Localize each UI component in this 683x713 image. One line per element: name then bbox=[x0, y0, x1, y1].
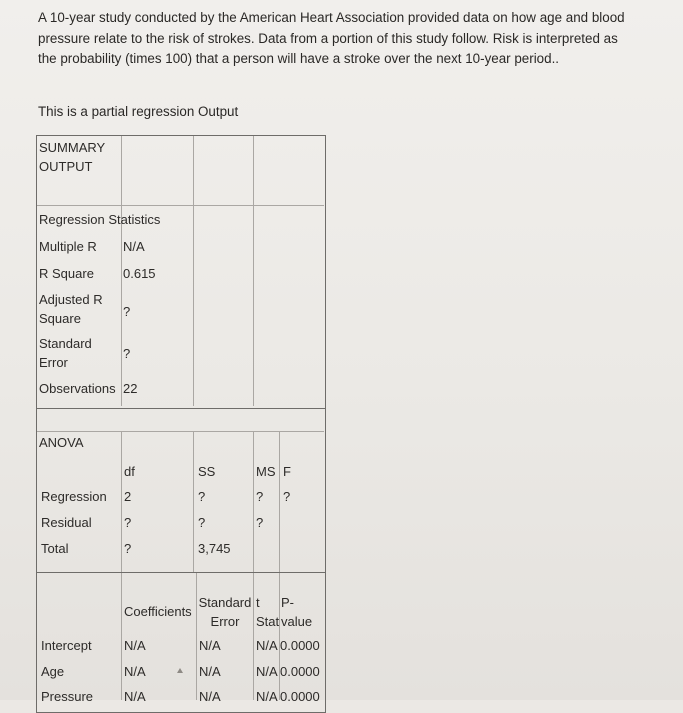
stat-value-multiple-r: N/A bbox=[123, 239, 145, 254]
anova-cell: 2 bbox=[124, 489, 132, 504]
subtitle: This is a partial regression Output bbox=[38, 104, 239, 119]
anova-cell: ? bbox=[256, 489, 264, 504]
stat-value-adjusted-r-square: ? bbox=[123, 304, 131, 319]
anova-cell: 3,745 bbox=[198, 541, 231, 556]
coef-cell: N/A bbox=[256, 638, 278, 653]
coef-header-coefficients: Coefficients bbox=[124, 604, 192, 619]
coef-row-label: Age bbox=[41, 664, 65, 679]
stat-label-adjusted-r-square: Adjusted R Square bbox=[39, 292, 103, 326]
stat-value-observations: 22 bbox=[123, 381, 138, 396]
coef-header-p-value: P-value bbox=[281, 595, 313, 629]
coef-cell: N/A bbox=[199, 689, 221, 704]
coef-row-label: Intercept bbox=[41, 638, 92, 653]
coef-cell: 0.0000 bbox=[280, 689, 320, 704]
coef-cell: 0.0000 bbox=[280, 638, 320, 653]
stat-value-standard-error: ? bbox=[123, 346, 131, 361]
anova-row-label: Total bbox=[41, 541, 69, 556]
anova-header-ss: SS bbox=[198, 464, 216, 479]
stat-value-r-square: 0.615 bbox=[123, 266, 156, 281]
anova-cell: ? bbox=[124, 541, 132, 556]
cursor-marker bbox=[177, 668, 183, 673]
anova-header-ms: MS bbox=[256, 464, 276, 479]
anova-cell: ? bbox=[198, 515, 206, 530]
coef-header-standard-error: Standard Error bbox=[198, 595, 252, 629]
coef-cell: N/A bbox=[199, 638, 221, 653]
coef-cell: N/A bbox=[256, 664, 278, 679]
anova-header-f: F bbox=[283, 464, 291, 479]
coef-cell: 0.0000 bbox=[280, 664, 320, 679]
anova-row-label: Residual bbox=[41, 515, 92, 530]
coef-cell: N/A bbox=[256, 689, 278, 704]
problem-statement bbox=[38, 8, 628, 70]
coef-cell: N/A bbox=[124, 689, 146, 704]
coef-row-label: Pressure bbox=[41, 689, 94, 704]
summary-output-heading: SUMMARY OUTPUT bbox=[39, 140, 105, 174]
anova-header-df: df bbox=[124, 464, 135, 479]
stat-label-r-square: R Square bbox=[39, 266, 94, 281]
anova-row-label: Regression bbox=[41, 489, 107, 504]
anova-cell: ? bbox=[283, 489, 291, 504]
coef-cell: N/A bbox=[124, 664, 146, 679]
anova-cell: ? bbox=[198, 489, 206, 504]
problem-text: A 10-year study conducted by the American Heart Association provided data on how age and blood pressure relate to the risk of strokes. Data from a portion of this study follow. Risk is interpreted as the probability (times 100) that a person will have a stroke over the next 10-year period.. bbox=[38, 10, 625, 66]
anova-cell: ? bbox=[124, 515, 132, 530]
stat-label-observations: Observations bbox=[39, 381, 116, 396]
anova-cell: ? bbox=[256, 515, 264, 530]
stat-label-multiple-r: Multiple R bbox=[39, 239, 97, 254]
anova-heading: ANOVA bbox=[39, 435, 84, 450]
coef-cell: N/A bbox=[124, 638, 146, 653]
stat-label-standard-error: Standard Error bbox=[39, 336, 92, 370]
coef-header-t-stat: t Stat bbox=[256, 595, 280, 629]
regression-statistics-heading: Regression Statistics bbox=[39, 212, 161, 227]
coef-cell: N/A bbox=[199, 664, 221, 679]
